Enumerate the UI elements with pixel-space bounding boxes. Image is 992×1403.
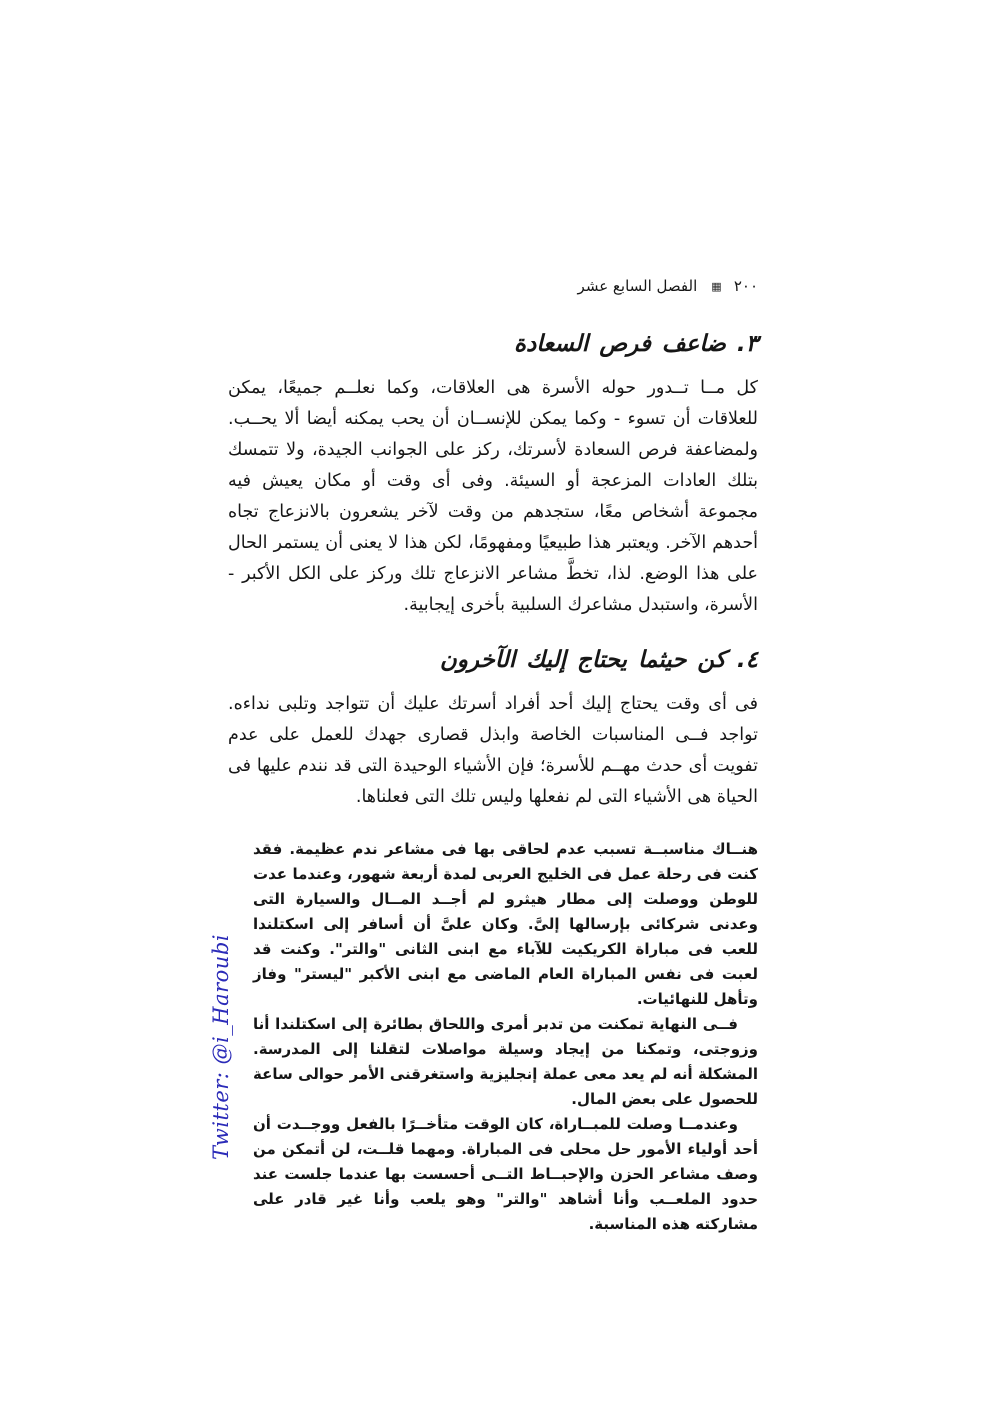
page-number: ٢٠٠ <box>733 277 758 295</box>
chapter-title: الفصل السابع عشر <box>577 277 698 295</box>
section-heading-3: ٣. ضاعف فرص السعادة <box>514 331 758 357</box>
header-ornament-icon: ▦ <box>711 280 722 293</box>
watermark-twitter-handle: Twitter: @i_Haroubi <box>209 934 233 1160</box>
anecdote-block <box>253 837 758 1237</box>
anecdote-paragraph-1: هنــاك مناسبــة تسبب عدم لحاقى بها فى مشاعر ندم عظيمة. فقد كنت فى رحلة عمل فى الخليج العربى لمدة أربعة شهور، وعندما عدت للوطن ووصلت إلى مطار هيثرو لم أجــد المــال والسيارة التى وعدنى شركائى بإرسالها إلىَّ. وكان علىَّ أن أسافر إلى اسكتلندا للعب فى مباراة الكريكيت للآباء مع ابنى الثانى "والتر". وكنت قد لعبت فى نفس المباراة العام الماضى مع ابنى الأكبر "ليستر" وفاز وتأهل للنهائيات. <box>253 840 758 1008</box>
section-3-paragraph: كل مــا تــدور حوله الأسرة هى العلاقات، وكما نعلــم جميعًا، يمكن للعلاقات أن تسوء - وكما يمكن للإنســان أن يحب يمكنه أيضا ألا يحــب. ولمضاعفة فرص السعادة لأسرتك، ركز على الجوانب الجيدة، ولا تتمسك بتلك العادات المزعجة أو السيئة. وفى أى وقت أو مكان يعيش فيه مجموعة أشخاص معًا، ستجدهم من وقت لآخر يشعرون بالانزعاج تجاه أحدهم الآخر. ويعتبر هذا طبيعيًا ومفهومًا، لكن هذا لا يعنى أن يستمر الحال على هذا الوضع. لذا، تخطَّ مشاعر الانزعاج تلك وركز على الكل الأكبر - الأسرة، واستبدل مشاعرك السلبية بأخرى إيجابية. <box>228 378 758 615</box>
section-4-paragraph: فى أى وقت يحتاج إليك أحد أفراد أسرتك عليك أن تتواجد وتلبى نداءه. تواجد فــى المناسبات الخاصة وابذل قصارى جهدك للعمل على عدم تفويت أى حدث مهــم للأسرة؛ فإن الأشياء الوحيدة التى قد نندم عليها فى الحياة هى الأشياء التى لم نفعلها وليس تلك التى فعلناها. <box>228 694 758 807</box>
anecdote-paragraph-3: وعندمــا وصلت للمبــاراة، كان الوقت متأخــرًا بالفعل ووجــدت أن أحد أولياء الأمور حل محلى فى المباراة. ومهما قلــت، لن أتمكن من وصف مشاعر الحزن والإحبــاط التــى أحسست بها عندما جلست عند حدود الملعــب وأنا أشاهد "والتر" وهو يلعب وأنا غير قادر على مشاركته هذه المناسبة. <box>253 1115 758 1233</box>
section-heading-4: ٤. كن حيثما يحتاج إليك الآخرون <box>439 647 758 673</box>
anecdote-paragraph-2: فــى النهاية تمكنت من تدبر أمرى واللحاق بطائرة إلى اسكتلندا أنا وزوجتى، وتمكنا من إيجاد وسيلة مواصلات لتقلنا إلى المدرسة. المشكلة أنه لم يعد معى عملة إنجليزية واستغرقنى الأمر حوالى ساعة للحصول على بعض المال. <box>253 1015 758 1108</box>
page-content <box>228 0 758 1237</box>
page-header <box>228 277 758 295</box>
